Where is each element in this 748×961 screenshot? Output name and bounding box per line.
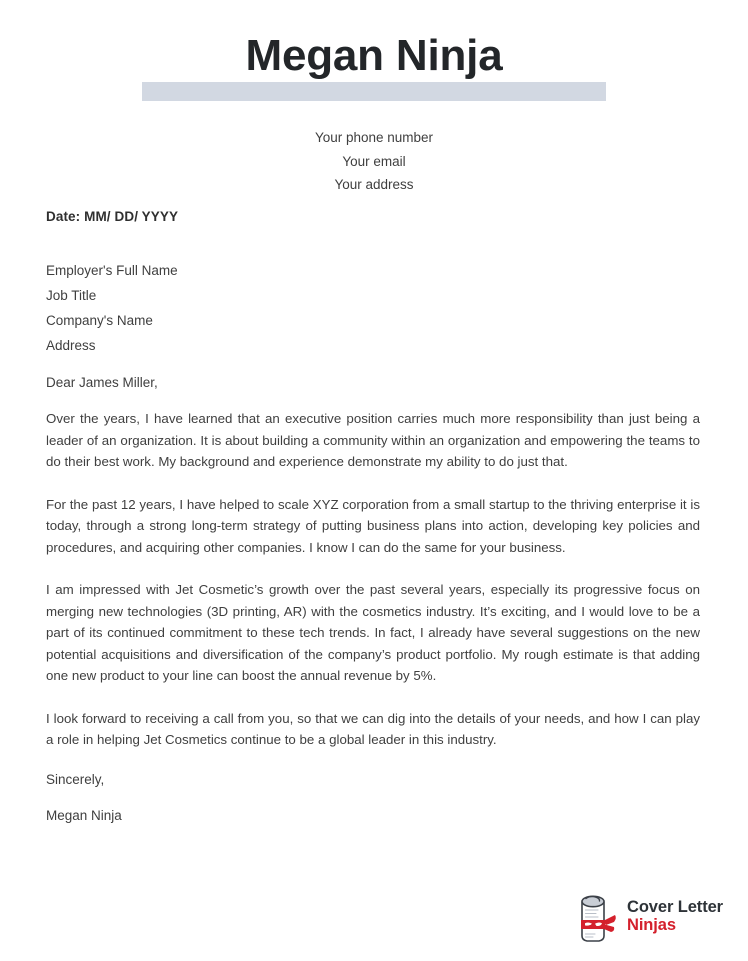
contact-phone: Your phone number	[314, 130, 434, 145]
name-highlight-banner	[142, 82, 606, 101]
recipient-block	[46, 258, 178, 358]
recipient-company: Company's Name	[46, 313, 153, 328]
recipient-address: Address	[46, 338, 96, 353]
body-paragraph: For the past 12 years, I have helped to scale XYZ corporation from a small startup to the thriving enterprise it is today, through a strong long-term strategy of putting business plans into action, developing key policies and procedures, and acquiring other companies. I know I can do the same for your business.	[46, 496, 700, 555]
brand-logo-text	[627, 899, 723, 935]
body-paragraph: I am impressed with Jet Cosmetic’s growth over the past several years, especially its progressive focus on merging new technologies (3D printing, AR) with the cosmetics industry. It’s exciting, and I would love to be a part of its continued commitment to these tech trends. In fact, I already have several suggestions on the new potential acquisitions and diversification of the company’s product portfolio. My rough estimate is that adding one new product to your line can boost the annual revenue by 5%.	[46, 582, 700, 683]
ninja-document-mascot-icon	[572, 891, 618, 943]
recipient-name: Employer's Full Name	[46, 263, 178, 278]
contact-email: Your email	[342, 153, 406, 169]
contact-block	[0, 126, 748, 197]
body-paragraph: Over the years, I have learned that an executive position carries much more responsibility than just being a leader of an organization. It is about building a community within an organization and empowering the teams to do their best work. My background and experience demonstrate my ability to do just that.	[46, 411, 700, 469]
closing-block	[46, 762, 122, 834]
signature-name: Megan Ninja	[46, 808, 122, 823]
body-copy	[46, 408, 700, 751]
salutation: Dear James Miller,	[46, 375, 158, 390]
page-title: Megan Ninja	[245, 31, 503, 80]
sign-off: Sincerely,	[46, 772, 105, 787]
contact-address: Your address	[334, 177, 414, 192]
letter-header	[0, 0, 748, 112]
brand-logo[interactable]	[572, 891, 723, 943]
recipient-job-title: Job Title	[46, 288, 97, 303]
brand-name-primary: Cover Letter	[627, 898, 723, 917]
date-line: Date: MM/ DD/ YYYY	[46, 209, 179, 224]
body-paragraph: I look forward to receiving a call from you, so that we can dig into the details of your needs, and how I can play a role in helping Jet Cosmetics continue to be a global leader in this industry.	[46, 710, 700, 747]
brand-name-secondary: Ninjas	[627, 916, 676, 934]
